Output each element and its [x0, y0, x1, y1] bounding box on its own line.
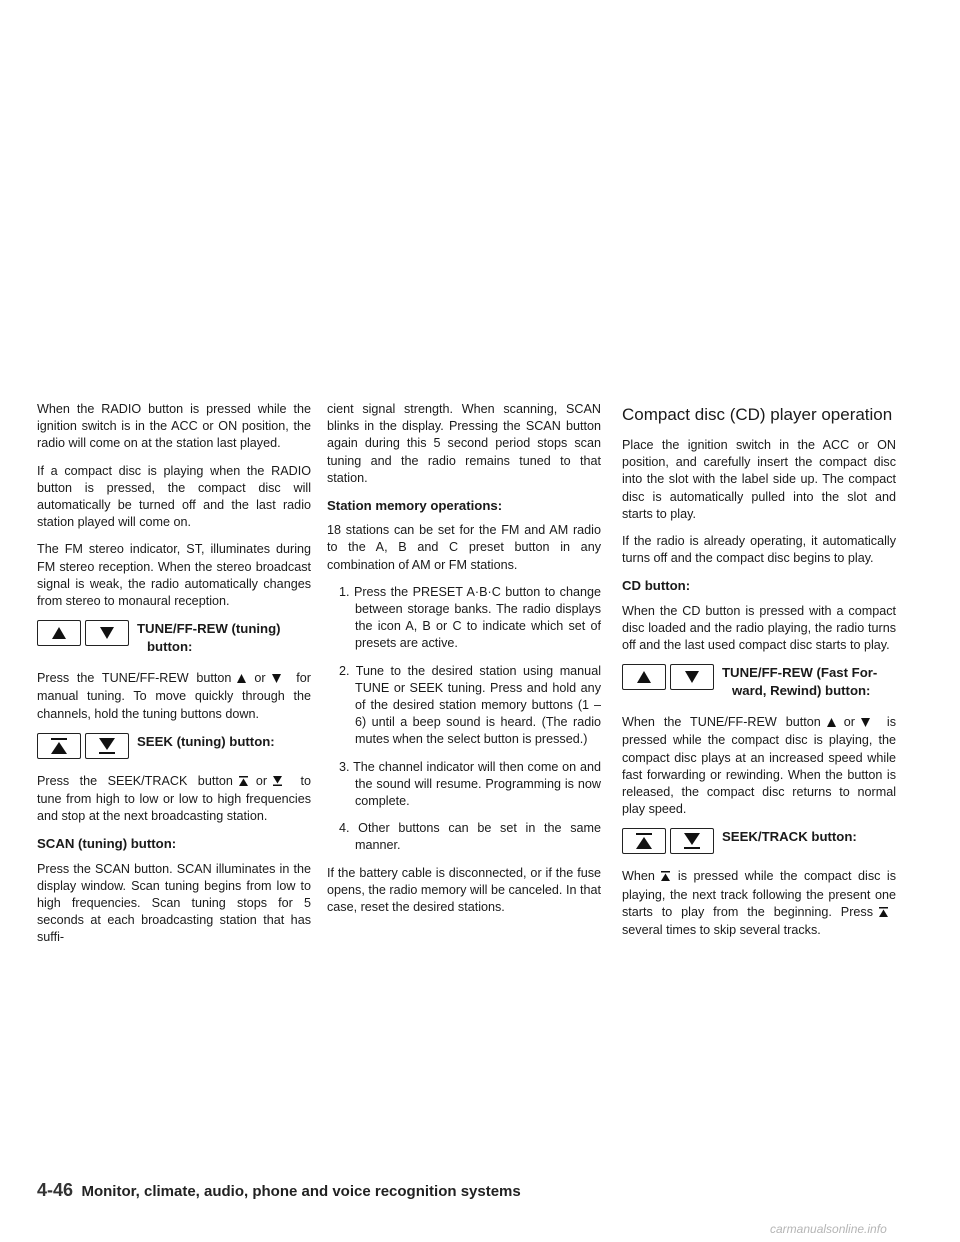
ff-rew-button-heading: TUNE/FF-REW (Fast For- ward, Rewind) button: [722, 665, 878, 699]
paragraph: 18 stations can be set for the FM and AM radio to the A, B and C preset button in any combination of AM or FM stations. [327, 523, 601, 572]
ff-down-button-icon [670, 664, 714, 690]
seek-down-icon [273, 774, 282, 791]
paragraph: Press the SCAN button. SCAN illuminates in the display window. Scan tuning begins from low to high frequencies. Scan tuning stops for 5 seconds at each broadcasting station that has suffi- [37, 861, 311, 945]
track-up-icon [661, 869, 670, 886]
watermark: carmanualsonline.info [770, 1222, 887, 1236]
list-item: 1. Press the PRESET A·B·C button to change between storage banks. The radio displays the icon A, B or C to indicate which set of presets are active. [339, 584, 601, 651]
column-left [37, 401, 311, 957]
seek-button-illustration [37, 733, 311, 759]
tune-up-icon [237, 671, 246, 688]
paragraph: Place the ignition switch in the ACC or ON position, and carefully insert the compact disc into the slot with the label side up. The compact disc is automatically pulled into the slot and starts to play. [622, 438, 896, 521]
tune-button-illustration [37, 620, 311, 656]
list-item: 2. Tune to the desired station using manual TUNE or SEEK tuning. Press and hold any of the desired station memory buttons (1 – 6) until a beep sound is heard. (The radio mutes when the select button is pressed.) [339, 663, 601, 747]
scan-heading: SCAN (tuning) button: [37, 836, 177, 852]
track-up-button-icon [622, 828, 666, 854]
seek-up-button-icon [37, 733, 81, 759]
list-item: 3. The channel indicator will then come on and the sound will resume. Programming is now complete. [339, 759, 601, 809]
ff-rew-description: When the TUNE/FF-REW button or is pressed while the compact disc is playing, the compact disc plays at an increased speed while fast forwarding or rewinding. When the button is released, the compact disc returns to normal play speed. [622, 715, 896, 817]
paragraph: cient signal strength. When scanning, SCAN blinks in the display. Pressing the SCAN button again during this 5 second period stops scan tuning and the radio remains tuned to that station. [327, 402, 601, 485]
ff-up-button-icon [622, 664, 666, 690]
tune-description: Press the TUNE/FF-REW button or for manual tuning. To move quickly through the channels, hold the tuning buttons down. [37, 671, 311, 721]
track-up-icon [879, 905, 888, 922]
station-memory-heading: Station memory operations: [327, 498, 503, 514]
seek-button-heading: SEEK (tuning) button: [137, 733, 275, 749]
paragraph: If the radio is already operating, it automatically turns off and the compact disc begins to play. [622, 534, 896, 566]
tune-down-button-icon [85, 620, 129, 646]
tune-up-button-icon [37, 620, 81, 646]
track-button-heading: SEEK/TRACK button: [722, 829, 857, 845]
column-middle [327, 401, 601, 926]
track-description: When is pressed while the compact disc is playing, the next track following the present one starts to play from the beginning. Pressseveral times to skip several tracks. [622, 869, 896, 938]
paragraph: If a compact disc is playing when the RADIO button is pressed, the compact disc will automatically be turned off and the last radio station played will come on. [37, 463, 311, 530]
paragraph: When the RADIO button is pressed while the ignition switch is in the ACC or ON position, the radio will come on at the station last played. [37, 402, 311, 451]
ff-rew-button-illustration [622, 664, 896, 700]
track-button-illustration [622, 828, 896, 854]
paragraph: The FM stereo indicator, ST, illuminates during FM stereo reception. When the stereo broadcast signal is weak, the radio automatically changes from stereo to monaural reception. [37, 542, 311, 609]
list-item: 4. Other buttons can be set in the same manner. [339, 821, 601, 853]
steps-list [327, 584, 601, 855]
page-number: 4-46 [37, 1180, 74, 1200]
chapter-title: Monitor, climate, audio, phone and voice recognition systems [81, 1183, 521, 1200]
ff-down-icon [861, 715, 870, 732]
track-down-button-icon [670, 828, 714, 854]
seek-down-button-icon [85, 733, 129, 759]
column-right [622, 401, 896, 949]
paragraph: When the CD button is pressed with a compact disc loaded and the radio playing, the radio turns off and the last used compact disc starts to play. [622, 603, 896, 653]
seek-description: Press the SEEK/TRACK button or to tune from high to low or low to high frequencies and stop at the next broadcasting station. [37, 773, 311, 824]
paragraph: If the battery cable is disconnected, or if the fuse opens, the radio memory will be canceled. In that case, reset the desired stations. [327, 865, 601, 915]
seek-up-icon [239, 774, 248, 791]
page-footer [37, 1180, 521, 1201]
ff-up-icon [827, 715, 836, 732]
tune-down-icon [272, 671, 281, 688]
cd-button-heading: CD button: [622, 578, 691, 594]
tune-button-heading: TUNE/FF-REW (tuning) button: [137, 621, 281, 655]
section-title: Compact disc (CD) player operation [622, 405, 893, 424]
